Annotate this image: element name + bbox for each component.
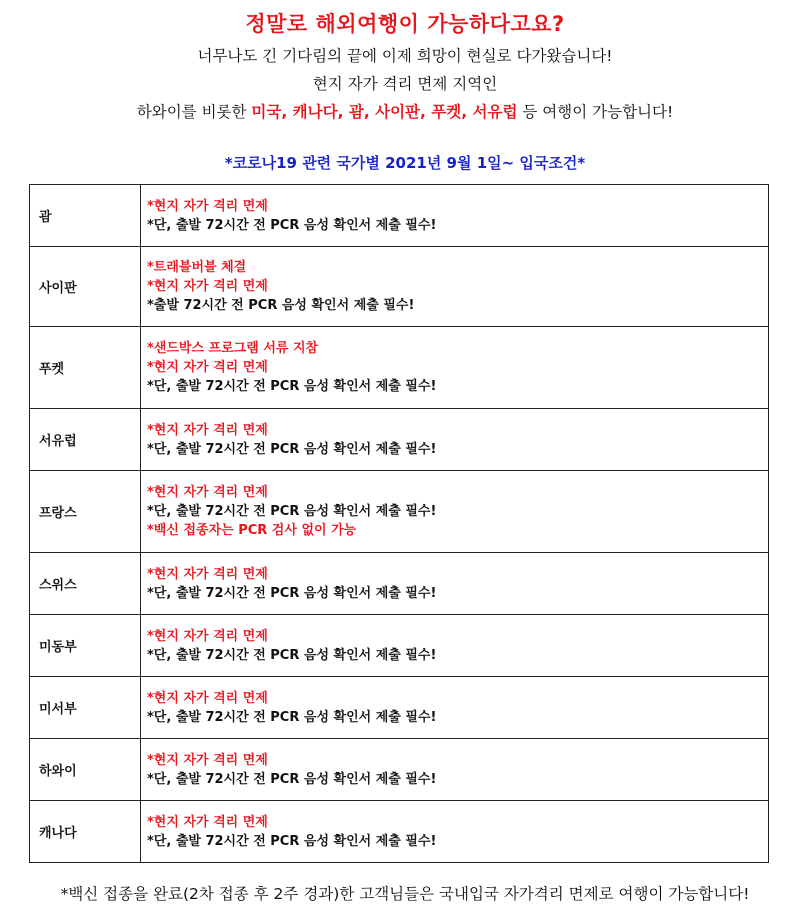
entry-conditions [141, 739, 769, 801]
intro-line-3-suffix: 등 여행이 가능합니다! [517, 103, 674, 121]
table-subtitle: *코로나19 관련 국가별 2021년 9월 1일~ 입국조건* [224, 154, 586, 172]
intro-line-3 [0, 100, 810, 122]
country-name: 사이판 [30, 247, 141, 327]
destination-highlight: 미국, 캐나다, 괌, 사이판, 푸켓, 서유럽 [251, 103, 518, 121]
intro-line-2: 현지 자가 격리 면제 지역인 [312, 75, 498, 93]
condition-requirement: *단, 출발 72시간 전 PCR 음성 확인서 제출 필수! [147, 709, 437, 725]
condition-requirement: *단, 출발 72시간 전 PCR 음성 확인서 제출 필수! [147, 771, 437, 787]
condition-highlight: *현지 자가 격리 면제 [147, 566, 268, 582]
table-row [30, 327, 769, 409]
condition-highlight: *현지 자가 격리 면제 [147, 198, 268, 214]
country-name: 미동부 [30, 615, 141, 677]
country-name: 서유럽 [30, 409, 141, 471]
condition-requirement: *단, 출발 72시간 전 PCR 음성 확인서 제출 필수! [147, 585, 437, 601]
country-name: 하와이 [30, 739, 141, 801]
entry-conditions [141, 327, 769, 409]
entry-conditions [141, 185, 769, 247]
condition-requirement: *단, 출발 72시간 전 PCR 음성 확인서 제출 필수! [147, 833, 437, 849]
condition-highlight: *샌드박스 프로그램 서류 지참 [147, 341, 319, 356]
country-name: 프랑스 [30, 471, 141, 553]
country-name: 캐나다 [30, 801, 141, 863]
condition-requirement: *단, 출발 72시간 전 PCR 음성 확인서 제출 필수! [147, 379, 437, 394]
condition-requirement: *단, 출발 72시간 전 PCR 음성 확인서 제출 필수! [147, 441, 437, 457]
entry-conditions-table [29, 184, 769, 863]
footer-note: *백신 접종을 완료(2차 접종 후 2주 경과)한 고객님들은 국내입국 자가격리 면제로 여행이 가능합니다! [60, 885, 750, 903]
table-row [30, 677, 769, 739]
condition-highlight: *현지 자가 격리 면제 [147, 485, 268, 500]
entry-conditions [141, 471, 769, 553]
table-row [30, 471, 769, 553]
country-name: 괌 [30, 185, 141, 247]
condition-highlight: *현지 자가 격리 면제 [147, 422, 268, 438]
entry-conditions [141, 615, 769, 677]
table-row [30, 185, 769, 247]
page-title: 정말로 해외여행이 가능하다고요? [245, 12, 565, 36]
table-row [30, 739, 769, 801]
condition-highlight: *현지 자가 격리 면제 [147, 814, 268, 830]
entry-conditions [141, 677, 769, 739]
entry-conditions [141, 801, 769, 863]
country-name: 스위스 [30, 553, 141, 615]
condition-requirement: *단, 출발 72시간 전 PCR 음성 확인서 제출 필수! [147, 504, 437, 519]
country-name: 푸켓 [30, 327, 141, 409]
condition-requirement: *단, 출발 72시간 전 PCR 음성 확인서 제출 필수! [147, 647, 437, 663]
condition-highlight: *현지 자가 격리 면제 [147, 628, 268, 644]
condition-highlight: *현지 자가 격리 면제 [147, 752, 268, 768]
intro-line-1: 너무나도 긴 기다림의 끝에 이제 희망이 현실로 다가왔습니다! [197, 47, 613, 65]
intro-line-3-prefix: 하와이를 비롯한 [136, 103, 252, 121]
condition-requirement: *단, 출발 72시간 전 PCR 음성 확인서 제출 필수! [147, 217, 437, 233]
condition-highlight: *현지 자가 격리 면제 [147, 279, 268, 294]
condition-highlight: *현지 자가 격리 면제 [147, 690, 268, 706]
table-row [30, 409, 769, 471]
country-name: 미서부 [30, 677, 141, 739]
table-row [30, 553, 769, 615]
condition-requirement: *출발 72시간 전 PCR 음성 확인서 제출 필수! [147, 298, 415, 313]
entry-conditions-rows [30, 185, 769, 863]
condition-highlight: *트래블버블 체결 [147, 260, 247, 275]
entry-conditions [141, 247, 769, 327]
table-row [30, 801, 769, 863]
condition-highlight: *백신 접종자는 PCR 검사 없이 가능 [147, 523, 357, 538]
entry-conditions [141, 409, 769, 471]
table-row [30, 247, 769, 327]
table-row [30, 615, 769, 677]
condition-highlight: *현지 자가 격리 면제 [147, 360, 268, 375]
entry-conditions [141, 553, 769, 615]
